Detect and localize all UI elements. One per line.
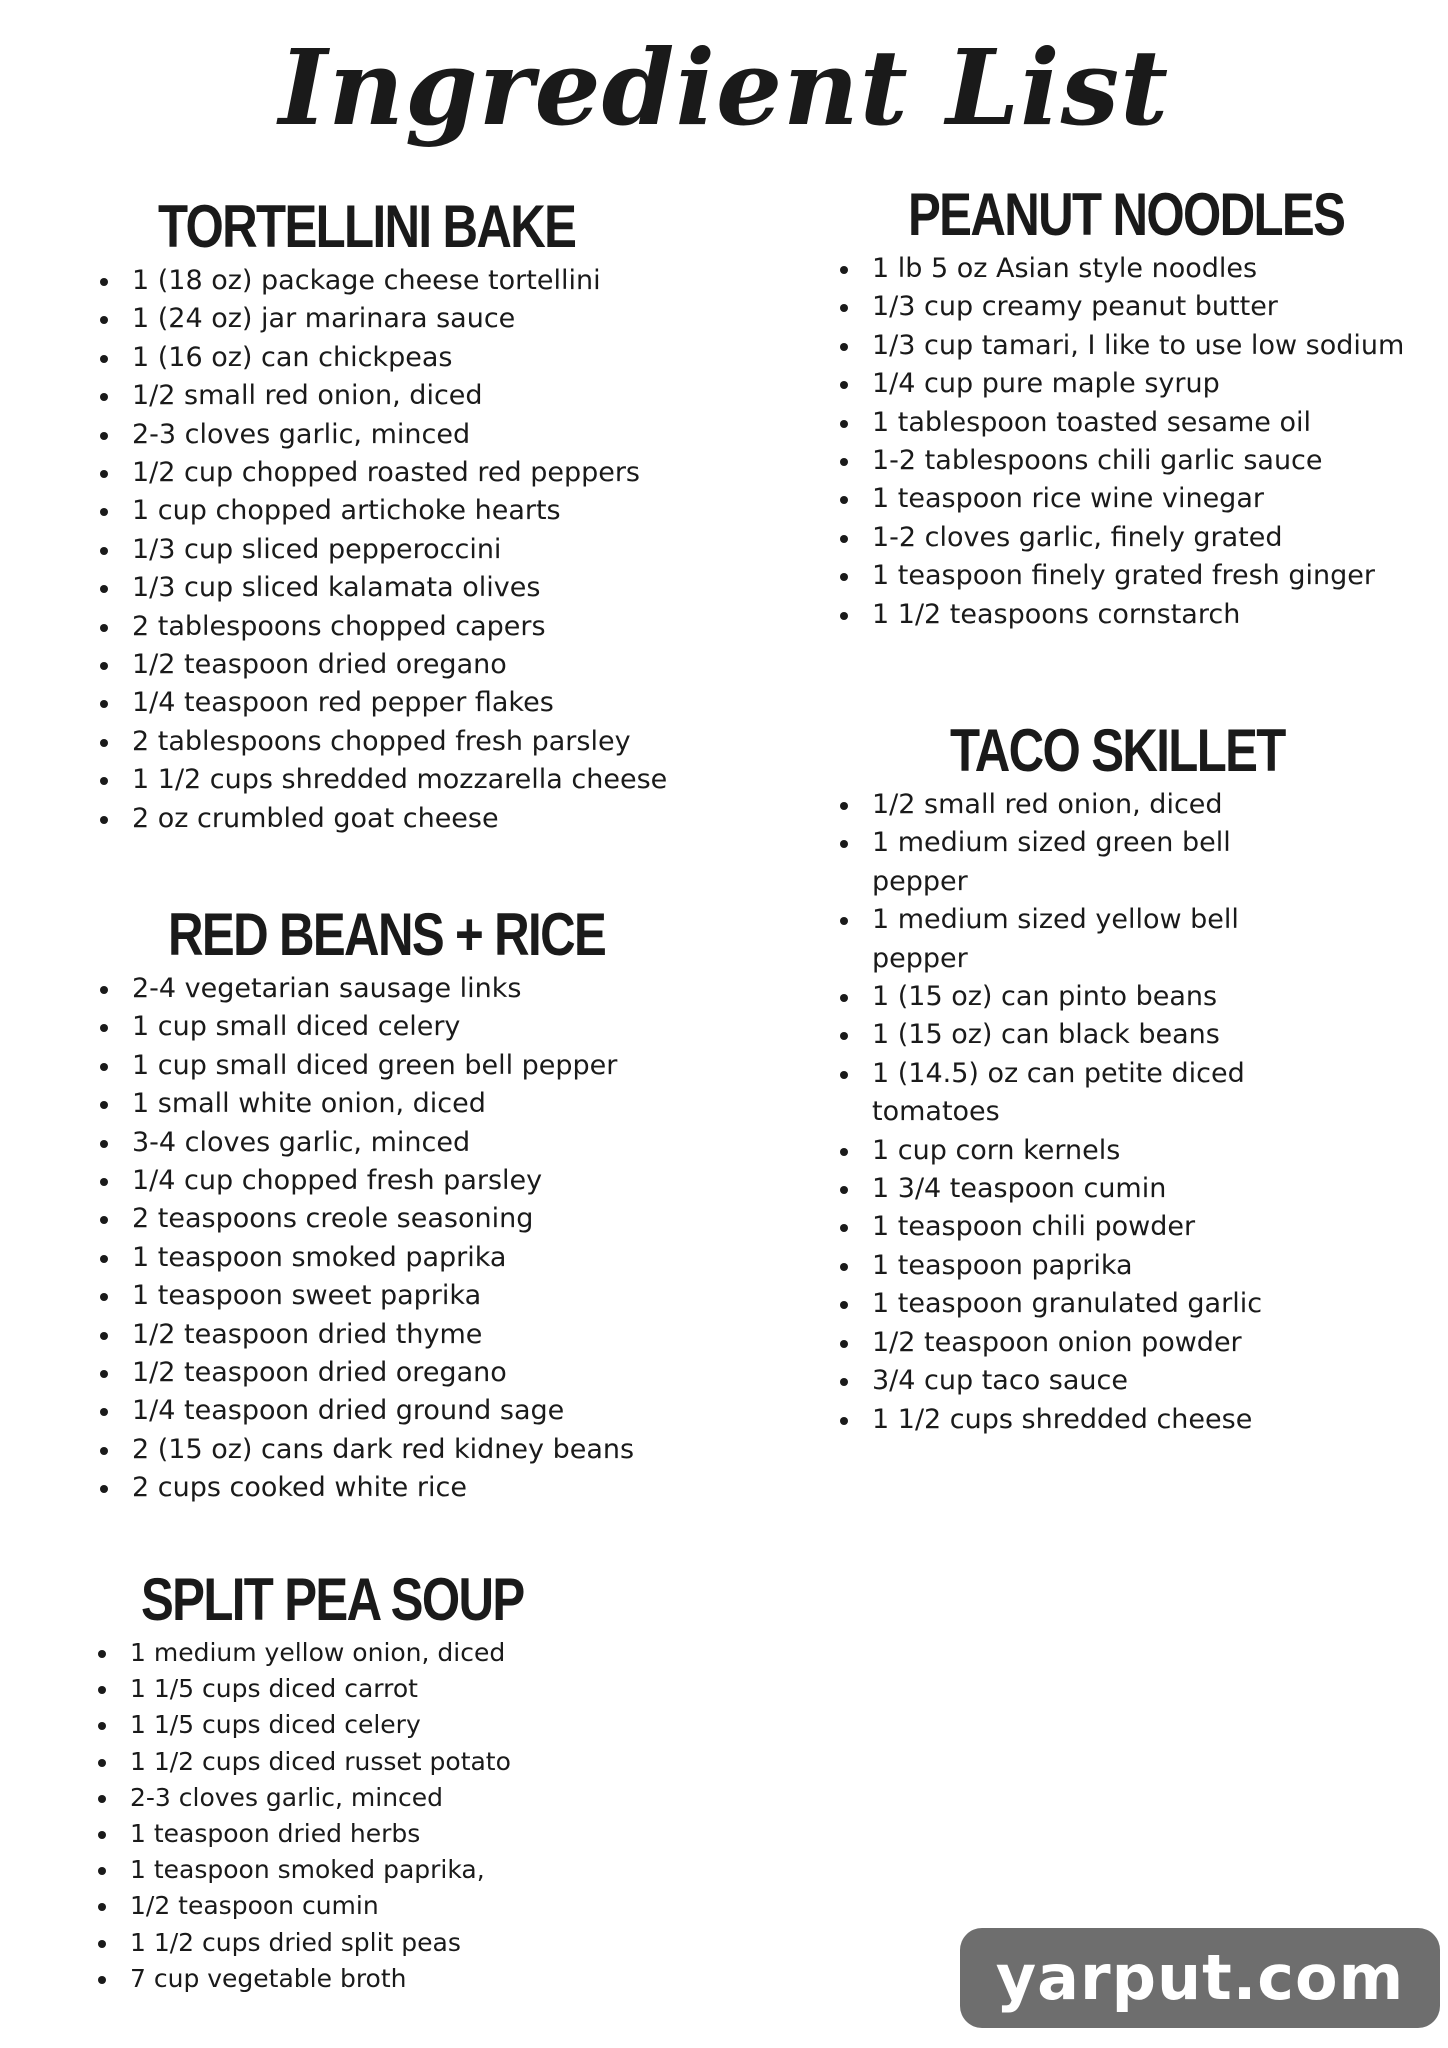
section-heading: RED BEANS + RICE: [168, 901, 606, 968]
ingredient-list: [840, 786, 1358, 1439]
ingredient-item: 2-4 vegetarian sausage links: [100, 970, 701, 1008]
ingredient-item: 1 (15 oz) can black beans: [840, 1016, 1312, 1054]
section-heading: TACO SKILLET: [950, 717, 1285, 784]
ingredient-item: 1/3 cup tamari, I like to use low sodium: [840, 327, 1440, 365]
section-split-pea-soup: [98, 1565, 608, 1997]
ingredient-item: 1 teaspoon chili powder: [840, 1208, 1312, 1246]
ingredient-item: 1 (16 oz) can chickpeas: [100, 339, 667, 377]
section-peanut-noodles: [840, 180, 1440, 634]
ingredient-item: 1 teaspoon smoked paprika: [100, 1239, 701, 1277]
ingredient-item: 2 oz crumbled goat cheese: [100, 800, 667, 838]
ingredient-item: 1/2 teaspoon dried thyme: [100, 1316, 701, 1354]
section-red-beans-rice: [100, 900, 701, 1508]
ingredient-item: 1 1/2 cups shredded mozzarella cheese: [100, 761, 667, 799]
ingredient-item: 1 teaspoon sweet paprika: [100, 1277, 701, 1315]
ingredient-list: [100, 970, 701, 1508]
ingredient-item: 2 (15 oz) cans dark red kidney beans: [100, 1431, 701, 1469]
ingredient-item: 1 small white onion, diced: [100, 1085, 701, 1123]
ingredient-item: 1 1/2 cups diced russet potato: [98, 1744, 608, 1780]
ingredient-item: 7 cup vegetable broth: [98, 1961, 608, 1997]
ingredient-item: 1 1/2 cups dried split peas: [98, 1925, 608, 1961]
section-heading: SPLIT PEA SOUP: [141, 1566, 524, 1633]
ingredient-item: 1/4 teaspoon dried ground sage: [100, 1392, 701, 1430]
ingredient-item: 1 3/4 teaspoon cumin: [840, 1170, 1312, 1208]
section-tortellini-bake: [100, 192, 667, 838]
ingredient-item: 1 (14.5) oz can petite diced tomatoes: [840, 1055, 1312, 1132]
ingredient-item: 1/3 cup creamy peanut butter: [840, 288, 1440, 326]
ingredient-item: 3-4 cloves garlic, minced: [100, 1124, 701, 1162]
ingredient-item: 1 cup corn kernels: [840, 1132, 1312, 1170]
ingredient-item: 1/4 teaspoon red pepper flakes: [100, 684, 667, 722]
ingredient-item: 1 1/2 teaspoons cornstarch: [840, 596, 1440, 634]
ingredient-item: 2 teaspoons creole seasoning: [100, 1200, 701, 1238]
section-heading: TORTELLINI BAKE: [158, 193, 576, 260]
ingredient-item: 1 1/2 cups shredded cheese: [840, 1401, 1312, 1439]
ingredient-item: 1 teaspoon smoked paprika,: [98, 1852, 608, 1888]
ingredient-item: 1 1/5 cups diced carrot: [98, 1671, 608, 1707]
ingredient-item: 1 teaspoon finely grated fresh ginger: [840, 557, 1440, 595]
ingredient-list: [100, 262, 667, 838]
ingredient-item: 1/4 cup chopped fresh parsley: [100, 1162, 701, 1200]
ingredient-item: 1 (18 oz) package cheese tortellini: [100, 262, 667, 300]
ingredient-item: 1/4 cup pure maple syrup: [840, 365, 1440, 403]
ingredient-item: 1 (24 oz) jar marinara sauce: [100, 300, 667, 338]
ingredient-item: 1 teaspoon granulated garlic: [840, 1285, 1312, 1323]
ingredient-item: 1-2 tablespoons chili garlic sauce: [840, 442, 1440, 480]
ingredient-item: 1/3 cup sliced pepperoccini: [100, 531, 667, 569]
ingredient-item: 1/2 teaspoon dried oregano: [100, 646, 667, 684]
ingredient-item: 1 medium sized yellow bell pepper: [840, 901, 1312, 978]
ingredient-item: 2 cups cooked white rice: [100, 1469, 701, 1507]
section-heading: PEANUT NOODLES: [908, 181, 1345, 248]
ingredient-item: 1-2 cloves garlic, finely grated: [840, 519, 1440, 557]
ingredient-item: 2-3 cloves garlic, minced: [100, 416, 667, 454]
ingredient-item: 3/4 cup taco sauce: [840, 1362, 1312, 1400]
ingredient-item: 1 teaspoon dried herbs: [98, 1816, 608, 1852]
ingredient-item: 1 medium yellow onion, diced: [98, 1635, 608, 1671]
ingredient-list: [840, 250, 1440, 634]
ingredient-item: 2-3 cloves garlic, minced: [98, 1780, 608, 1816]
page-title: Ingredient List: [278, 26, 1170, 149]
ingredient-item: 1/2 cup chopped roasted red peppers: [100, 454, 667, 492]
ingredient-item: 1 teaspoon rice wine vinegar: [840, 480, 1440, 518]
ingredient-item: 2 tablespoons chopped fresh parsley: [100, 723, 667, 761]
ingredient-item: 1 cup small diced green bell pepper: [100, 1047, 701, 1085]
ingredient-item: 1 teaspoon paprika: [840, 1247, 1312, 1285]
ingredient-item: 1 1/5 cups diced celery: [98, 1707, 608, 1743]
ingredient-list: [98, 1635, 608, 1997]
ingredient-item: 1 medium sized green bell pepper: [840, 824, 1312, 901]
section-taco-skillet: [840, 716, 1358, 1439]
ingredient-item: 1/2 teaspoon cumin: [98, 1888, 608, 1924]
ingredient-item: 1/2 teaspoon onion powder: [840, 1324, 1312, 1362]
ingredient-item: 1 cup chopped artichoke hearts: [100, 492, 667, 530]
ingredient-item: 1 tablespoon toasted sesame oil: [840, 404, 1440, 442]
ingredient-item: 1 lb 5 oz Asian style noodles: [840, 250, 1440, 288]
ingredient-item: 1/2 small red onion, diced: [840, 786, 1312, 824]
ingredient-item: 1/2 small red onion, diced: [100, 377, 667, 415]
ingredient-item: 2 tablespoons chopped capers: [100, 608, 667, 646]
watermark-badge: yarput.com: [960, 1928, 1440, 2028]
ingredient-item: 1 cup small diced celery: [100, 1008, 701, 1046]
ingredient-item: 1/3 cup sliced kalamata olives: [100, 569, 667, 607]
ingredient-item: 1/2 teaspoon dried oregano: [100, 1354, 701, 1392]
ingredient-item: 1 (15 oz) can pinto beans: [840, 978, 1312, 1016]
